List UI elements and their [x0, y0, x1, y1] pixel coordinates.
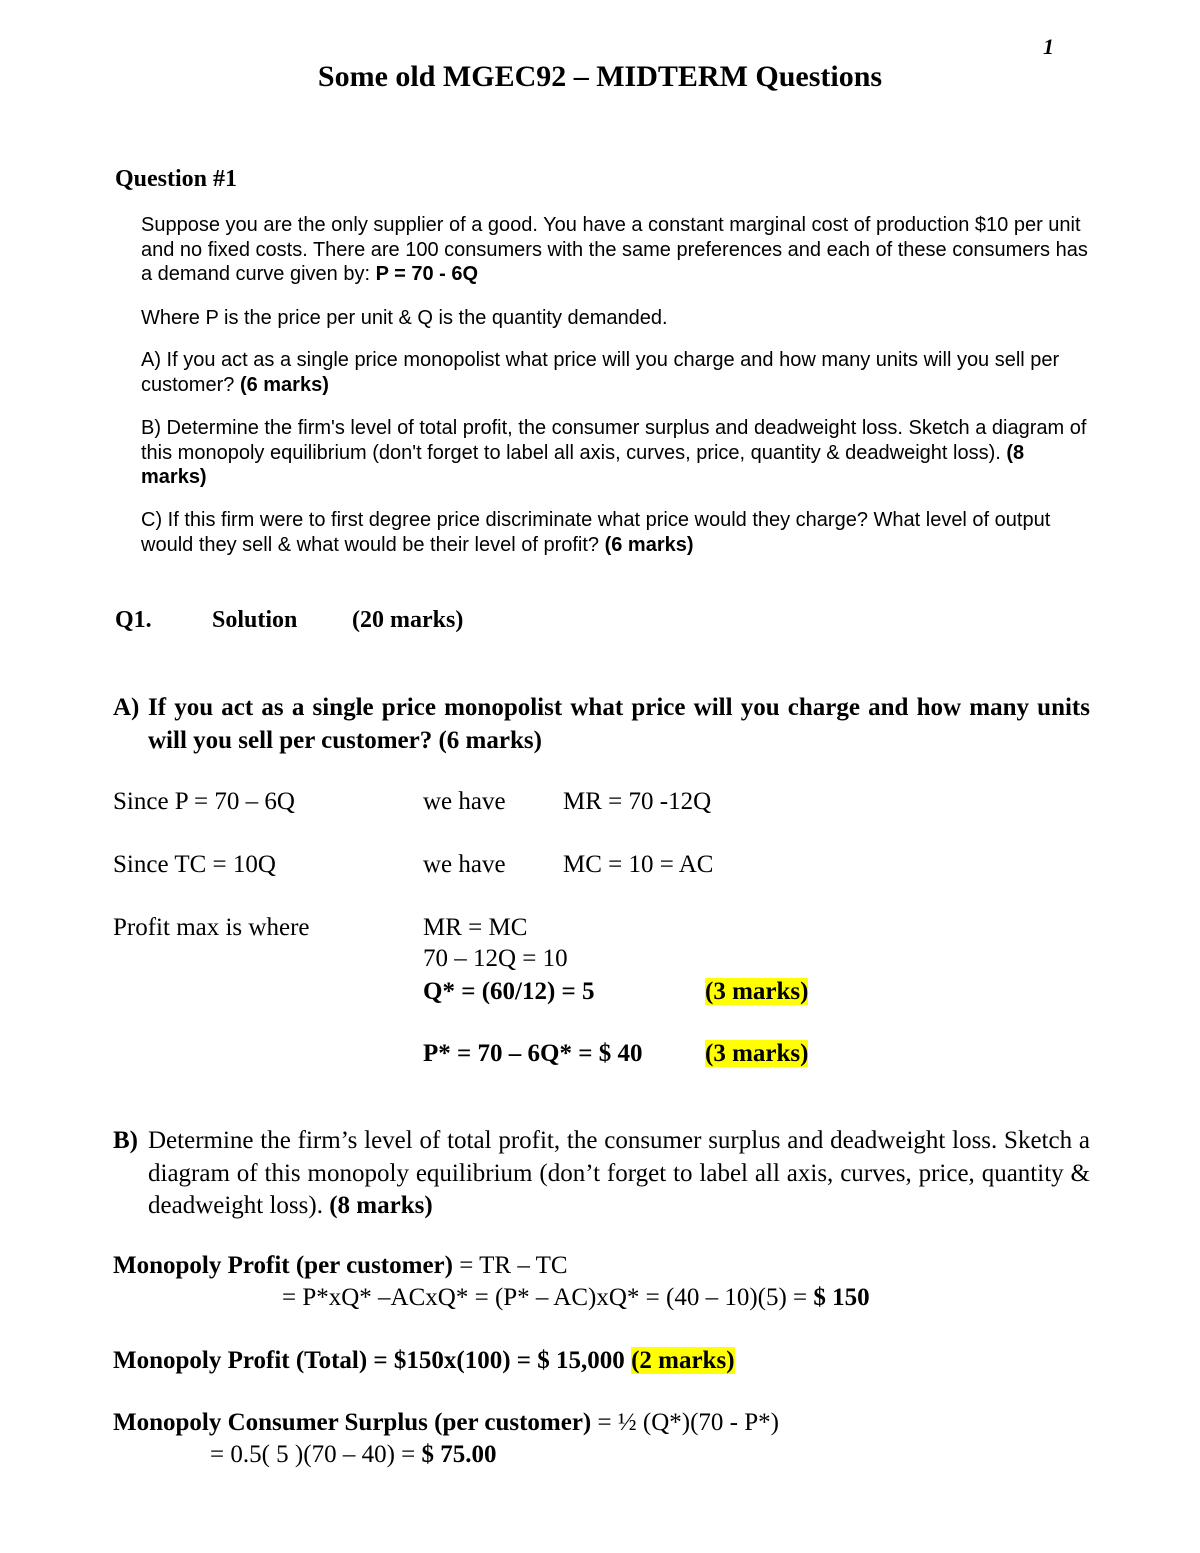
document-title: Some old MGEC92 – MIDTERM Questions	[317, 60, 883, 93]
consumer-surplus-calc-eq: = 0.5( 5 )(70 – 40) =	[210, 1441, 422, 1468]
profit-total-label: Monopoly Profit (Total) = $150x(100) = $ 15,000	[113, 1347, 625, 1374]
eq-q-star: Q* = (60/12) = 5	[423, 978, 595, 1005]
q-star-marks	[705, 978, 808, 1006]
solution-marks: (20 marks)	[352, 607, 464, 633]
marginal-cost: MC = 10 = AC	[563, 851, 714, 878]
part-c-text: C) If this firm were to first degree price discriminate what price would they charge? What level of output would they sell & what would be their level of profit?	[141, 509, 1051, 556]
profit-total-marks: (2 marks)	[631, 1347, 735, 1374]
marginal-revenue: MR = 70 -12Q	[563, 788, 712, 815]
solution-a-marks: (6 marks)	[438, 726, 542, 754]
p-star-marks-highlight: (3 marks)	[705, 1040, 809, 1067]
question-intro-text: Suppose you are the only supplier of a good. You have a constant marginal cost of production $10 per unit and no fixed costs. There are 100 consumers with the same preferences and each of these consumers has a demand curve given by:	[141, 214, 1088, 285]
profit-value: $ 150	[813, 1284, 870, 1311]
solution-b-text: Determine the firm’s level of total profit, the consumer surplus and deadweight loss. Sketch a diagram of this monopoly equilibrium (don’t forget to label all axis, curves, price, quantity & deadweight loss).	[148, 1127, 1090, 1219]
part-a-marks: (6 marks)	[239, 373, 329, 396]
consumer-surplus-value: $ 75.00	[421, 1441, 497, 1468]
since-demand: Since P = 70 – 6Q	[113, 788, 295, 815]
part-c-marks: (6 marks)	[604, 533, 694, 556]
eq-p-star: P* = 70 – 6Q* = $ 40	[423, 1040, 643, 1067]
question-part-b	[141, 416, 1091, 490]
profit-max-label: Profit max is where	[113, 914, 310, 941]
part-b-marks: (8 marks)	[141, 441, 1025, 488]
since-total-cost: Since TC = 10Q	[113, 851, 276, 878]
consumer-surplus-calc	[210, 1441, 497, 1469]
question-where: Where P is the price per unit & Q is the quantity demanded.	[141, 307, 668, 329]
profit-calculation	[282, 1284, 870, 1312]
solution-part-b	[113, 1125, 1090, 1223]
question-part-a	[141, 348, 1091, 397]
solution-b-marks: (8 marks)	[329, 1192, 433, 1219]
eq-mr-mc: MR = MC	[423, 914, 528, 941]
profit-per-customer-label: Monopoly Profit (per customer)	[113, 1252, 453, 1279]
consumer-surplus-label: Monopoly Consumer Surplus (per customer)	[113, 1409, 592, 1436]
solution-word: Solution	[212, 607, 298, 633]
page-number: 1	[1043, 34, 1054, 59]
p-star-marks	[705, 1040, 808, 1068]
part-b-text: B) Determine the firm's level of total profit, the consumer surplus and deadweight loss. Sketch a diagram of this monopoly equilibrium (don't forget to label all axis, curves, price, quantity & deadweight loss).	[141, 417, 1087, 464]
solution-label: Q1.	[115, 607, 152, 633]
question-part-c	[141, 508, 1091, 557]
profit-calculation-eq: = P*xQ* –ACxQ* = (P* – AC)xQ* = (40 – 10)(5) =	[282, 1284, 814, 1311]
profit-per-customer	[113, 1252, 568, 1280]
profit-per-customer-eq: = TR – TC	[452, 1252, 568, 1279]
question-heading: Question #1	[115, 166, 238, 192]
question-intro	[141, 213, 1091, 287]
solution-part-a	[113, 692, 1090, 757]
consumer-surplus-eq: = ½ (Q*)(70 - P*)	[591, 1409, 779, 1436]
profit-total	[113, 1347, 735, 1375]
demand-curve: P = 70 - 6Q	[375, 263, 479, 285]
we-have-2: we have	[423, 851, 506, 878]
consumer-surplus	[113, 1409, 779, 1437]
we-have-1: we have	[423, 788, 506, 815]
solution-a-text: If you act as a single price monopolist what price will you charge and how many units will you sell per customer?	[148, 694, 1090, 754]
q-star-marks-highlight: (3 marks)	[705, 978, 809, 1005]
eq-solve: 70 – 12Q = 10	[423, 945, 568, 972]
part-a-text: A) If you act as a single price monopolist what price will you charge and how many units will you sell per customer?	[141, 349, 1060, 396]
part-b-letter: B)	[113, 1127, 138, 1154]
part-a-letter: A)	[113, 694, 140, 721]
